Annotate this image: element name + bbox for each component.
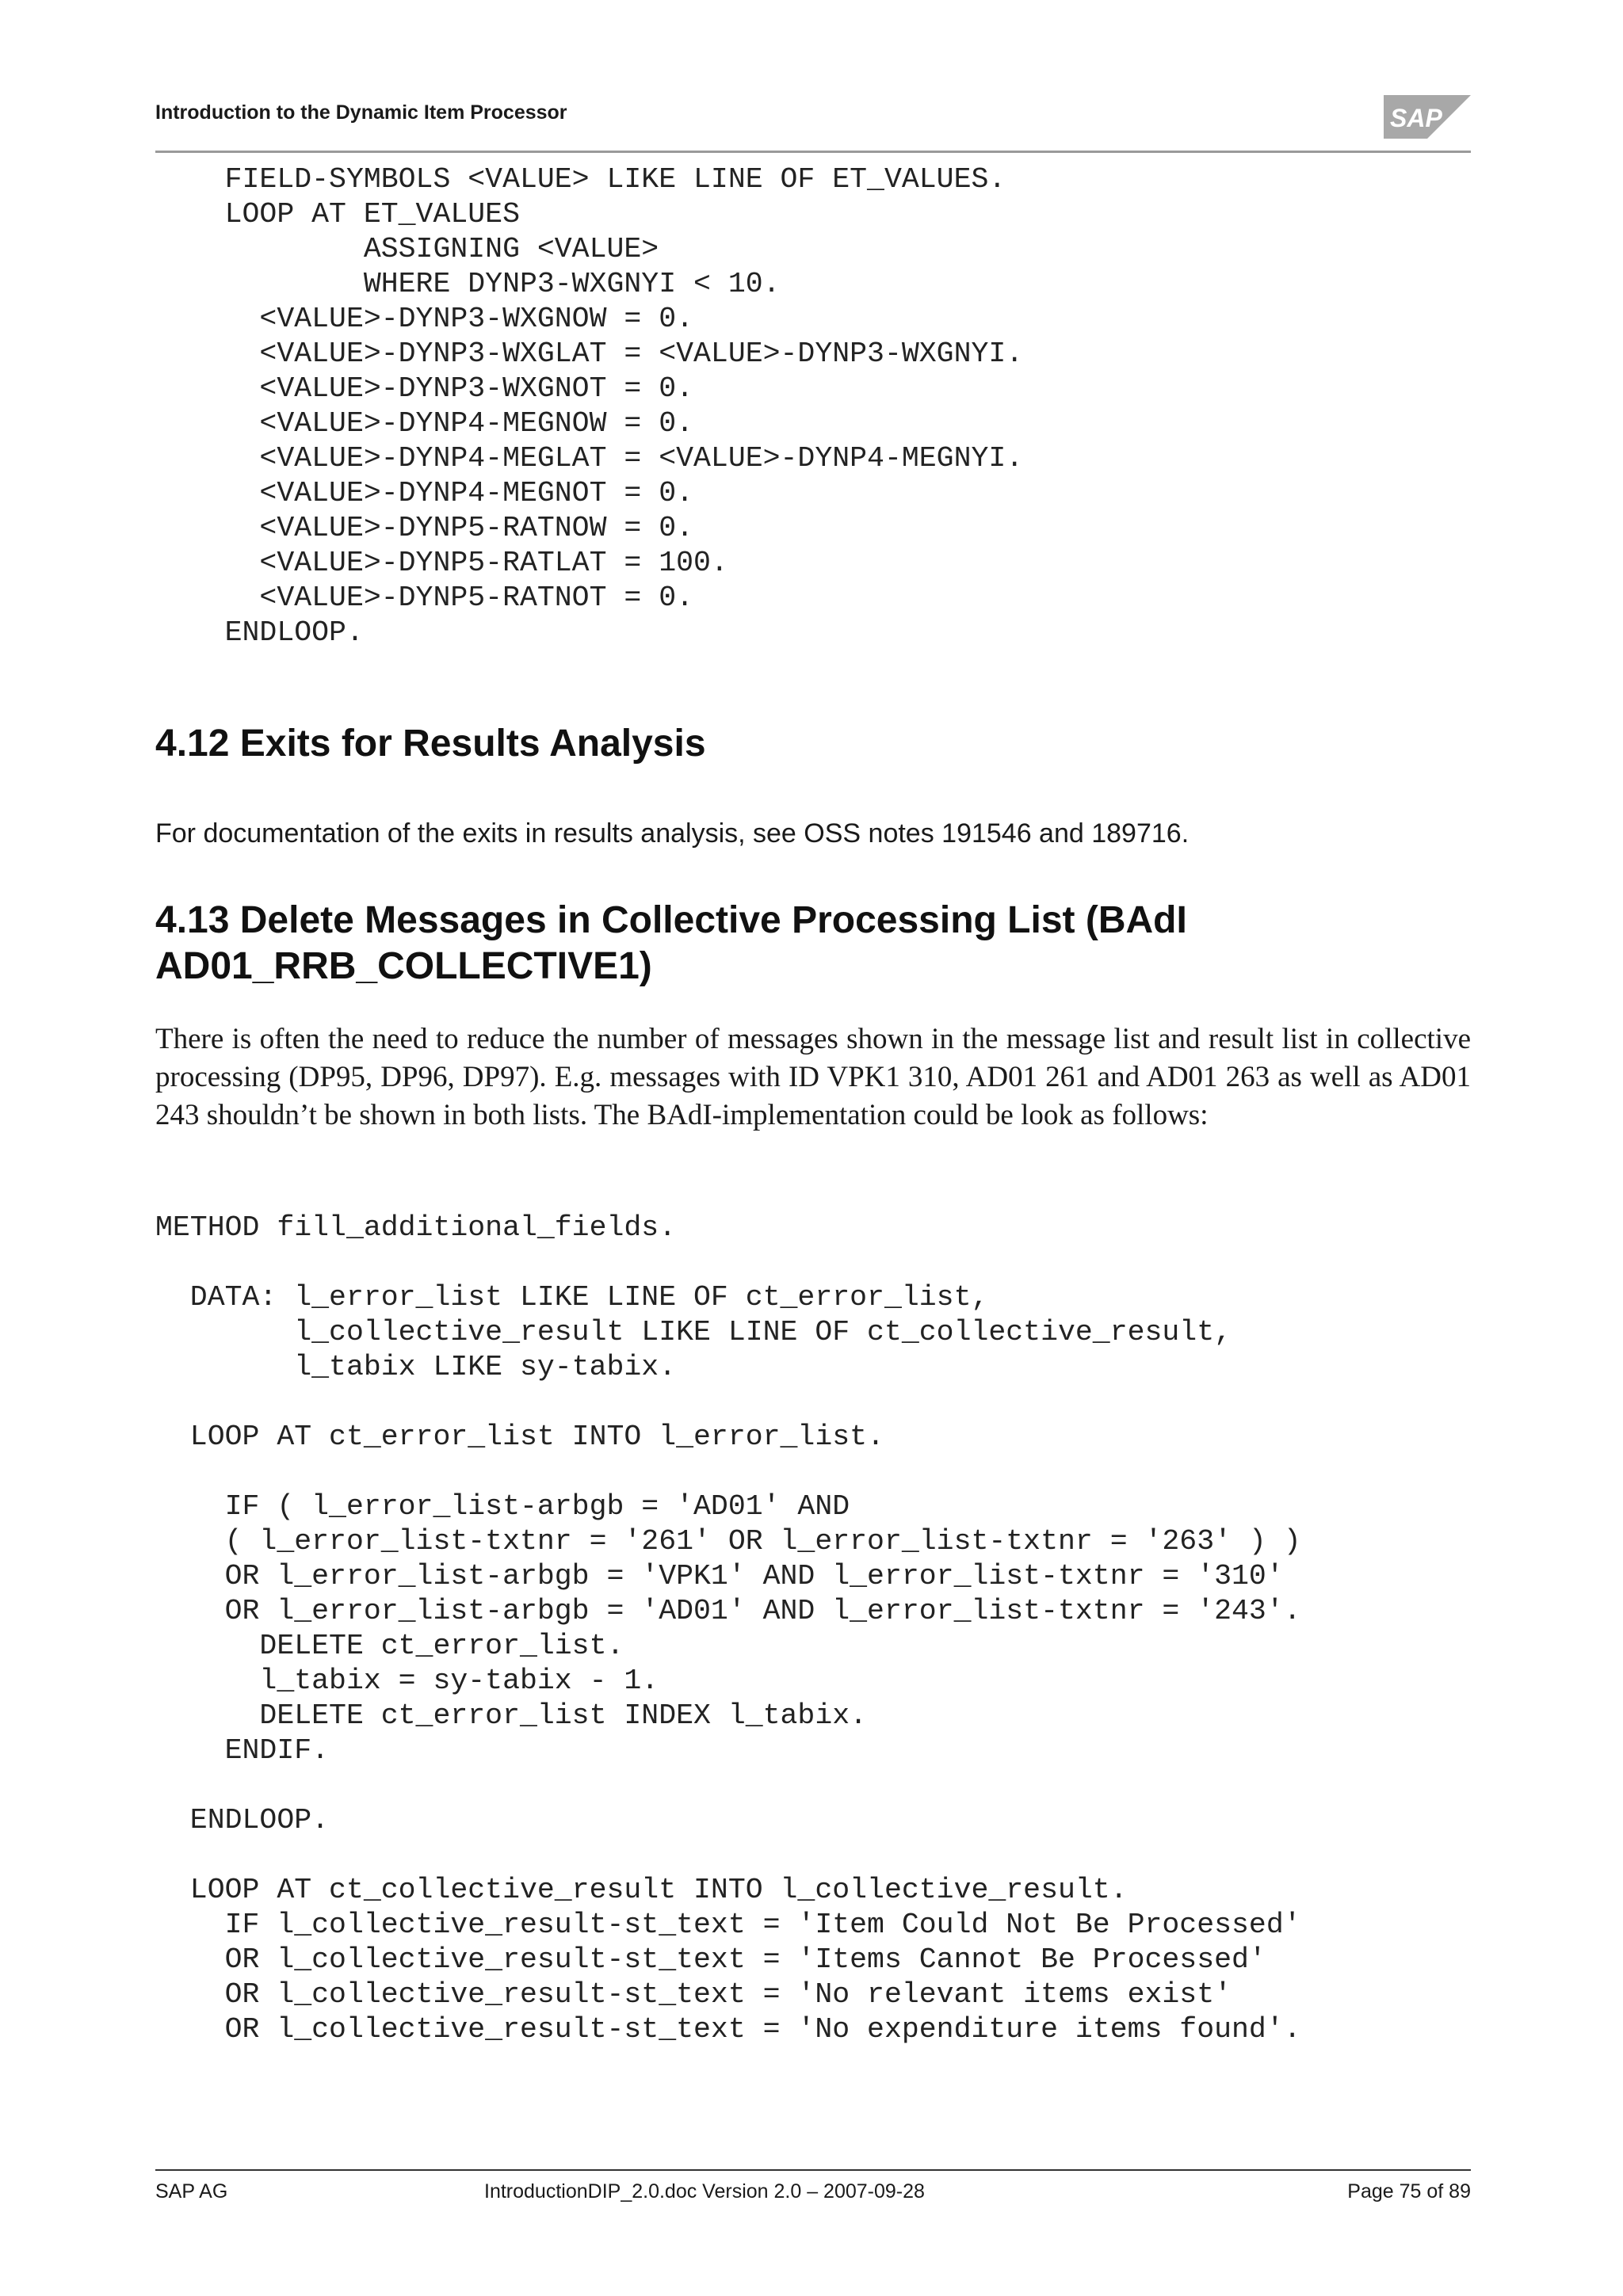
sap-logo <box>1384 95 1471 139</box>
footer-divider <box>155 2169 1471 2171</box>
header-title: Introduction to the Dynamic Item Processor <box>155 101 567 124</box>
section-4-13-text: There is often the need to reduce the number of messages shown in the message list and result list in collective processing (DP95, DP96, DP97). E.g. messages with ID VPK1 310, AD01 261 and AD01 263 as well as AD01 243 shouldn’t be shown in both lists. The BAdI-implementation could be look as follows: <box>155 1023 1471 1131</box>
page-header <box>155 95 1471 151</box>
section-4-13-heading <box>155 898 1187 990</box>
code-block-values-loop: FIELD-SYMBOLS <VALUE> LIKE LINE OF ET_VALUES. LOOP AT ET_VALUES ASSIGNING <VALUE> WHERE DYNP3-WXGNYI < 10. <VALUE>-DYNP3-WXGNOW = 0. <VALUE>-DYNP3-WXGLAT = <VALUE>-DYNP3-WXGNYI. <VALUE>-DYNP3-WXGNOT = 0. <VALUE>-DYNP4-MEGNOW = 0. <VALUE>-DYNP4-MEGLAT = <VALUE>-DYNP4-MEGNYI. <VALUE>-DYNP4-MEGNOT = 0. <VALUE>-DYNP5-RATNOW = 0. <VALUE>-DYNP5-RATLAT = 100. <VALUE>-DYNP5-RATNOT = 0. ENDLOOP. <box>224 163 1024 649</box>
section-4-12-heading: 4.12 Exits for Results Analysis <box>155 723 706 765</box>
section-4-13-heading-line2: AD01_RRB_COLLECTIVE1) <box>155 945 652 987</box>
footer-page-number: Page 75 of 89 <box>1347 2180 1471 2203</box>
header-divider <box>155 151 1471 153</box>
page-footer <box>155 2180 1471 2207</box>
section-4-12-text: For documentation of the exits in results analysis, see OSS notes 191546 and 189716. <box>155 818 1190 849</box>
footer-document-info: IntroductionDIP_2.0.doc Version 2.0 – 2007-09-28 <box>484 2180 925 2203</box>
section-4-13-heading-line1: 4.13 Delete Messages in Collective Processing List (BAdI <box>155 899 1187 941</box>
code-block-badi-method: METHOD fill_additional_fields. DATA: l_error_list LIKE LINE OF ct_error_list, l_collective_result LIKE LINE OF ct_collective_result, l_tabix LIKE sy-tabix. LOOP AT ct_error_list INTO l_error_list. IF ( l_error_list-arbgb = 'AD01' AND ( l_error_list-txtnr = '261' OR l_error_list-txtnr = '263' ) ) OR l_error_list-arbgb = 'VPK1' AND l_error_list-txtnr = '310' OR l_error_list-arbgb = 'AD01' AND l_error_list-txtnr = '243'. DELETE ct_error_list. l_tabix = sy-tabix - 1. DELETE ct_error_list INDEX l_tabix. ENDIF. ENDLOOP. LOOP AT ct_collective_result INTO l_collective_result. IF l_collective_result-st_text = 'Item Could Not Be Processed' OR l_collective_result-st_text = 'Items Cannot Be Processed' OR l_collective_result-st_text = 'No relevant items exist' OR l_collective_result-st_text = 'No expenditure items found'. <box>155 1211 1301 2046</box>
sap-logo-text: SAP <box>1390 104 1442 132</box>
footer-company: SAP AG <box>155 2180 228 2203</box>
